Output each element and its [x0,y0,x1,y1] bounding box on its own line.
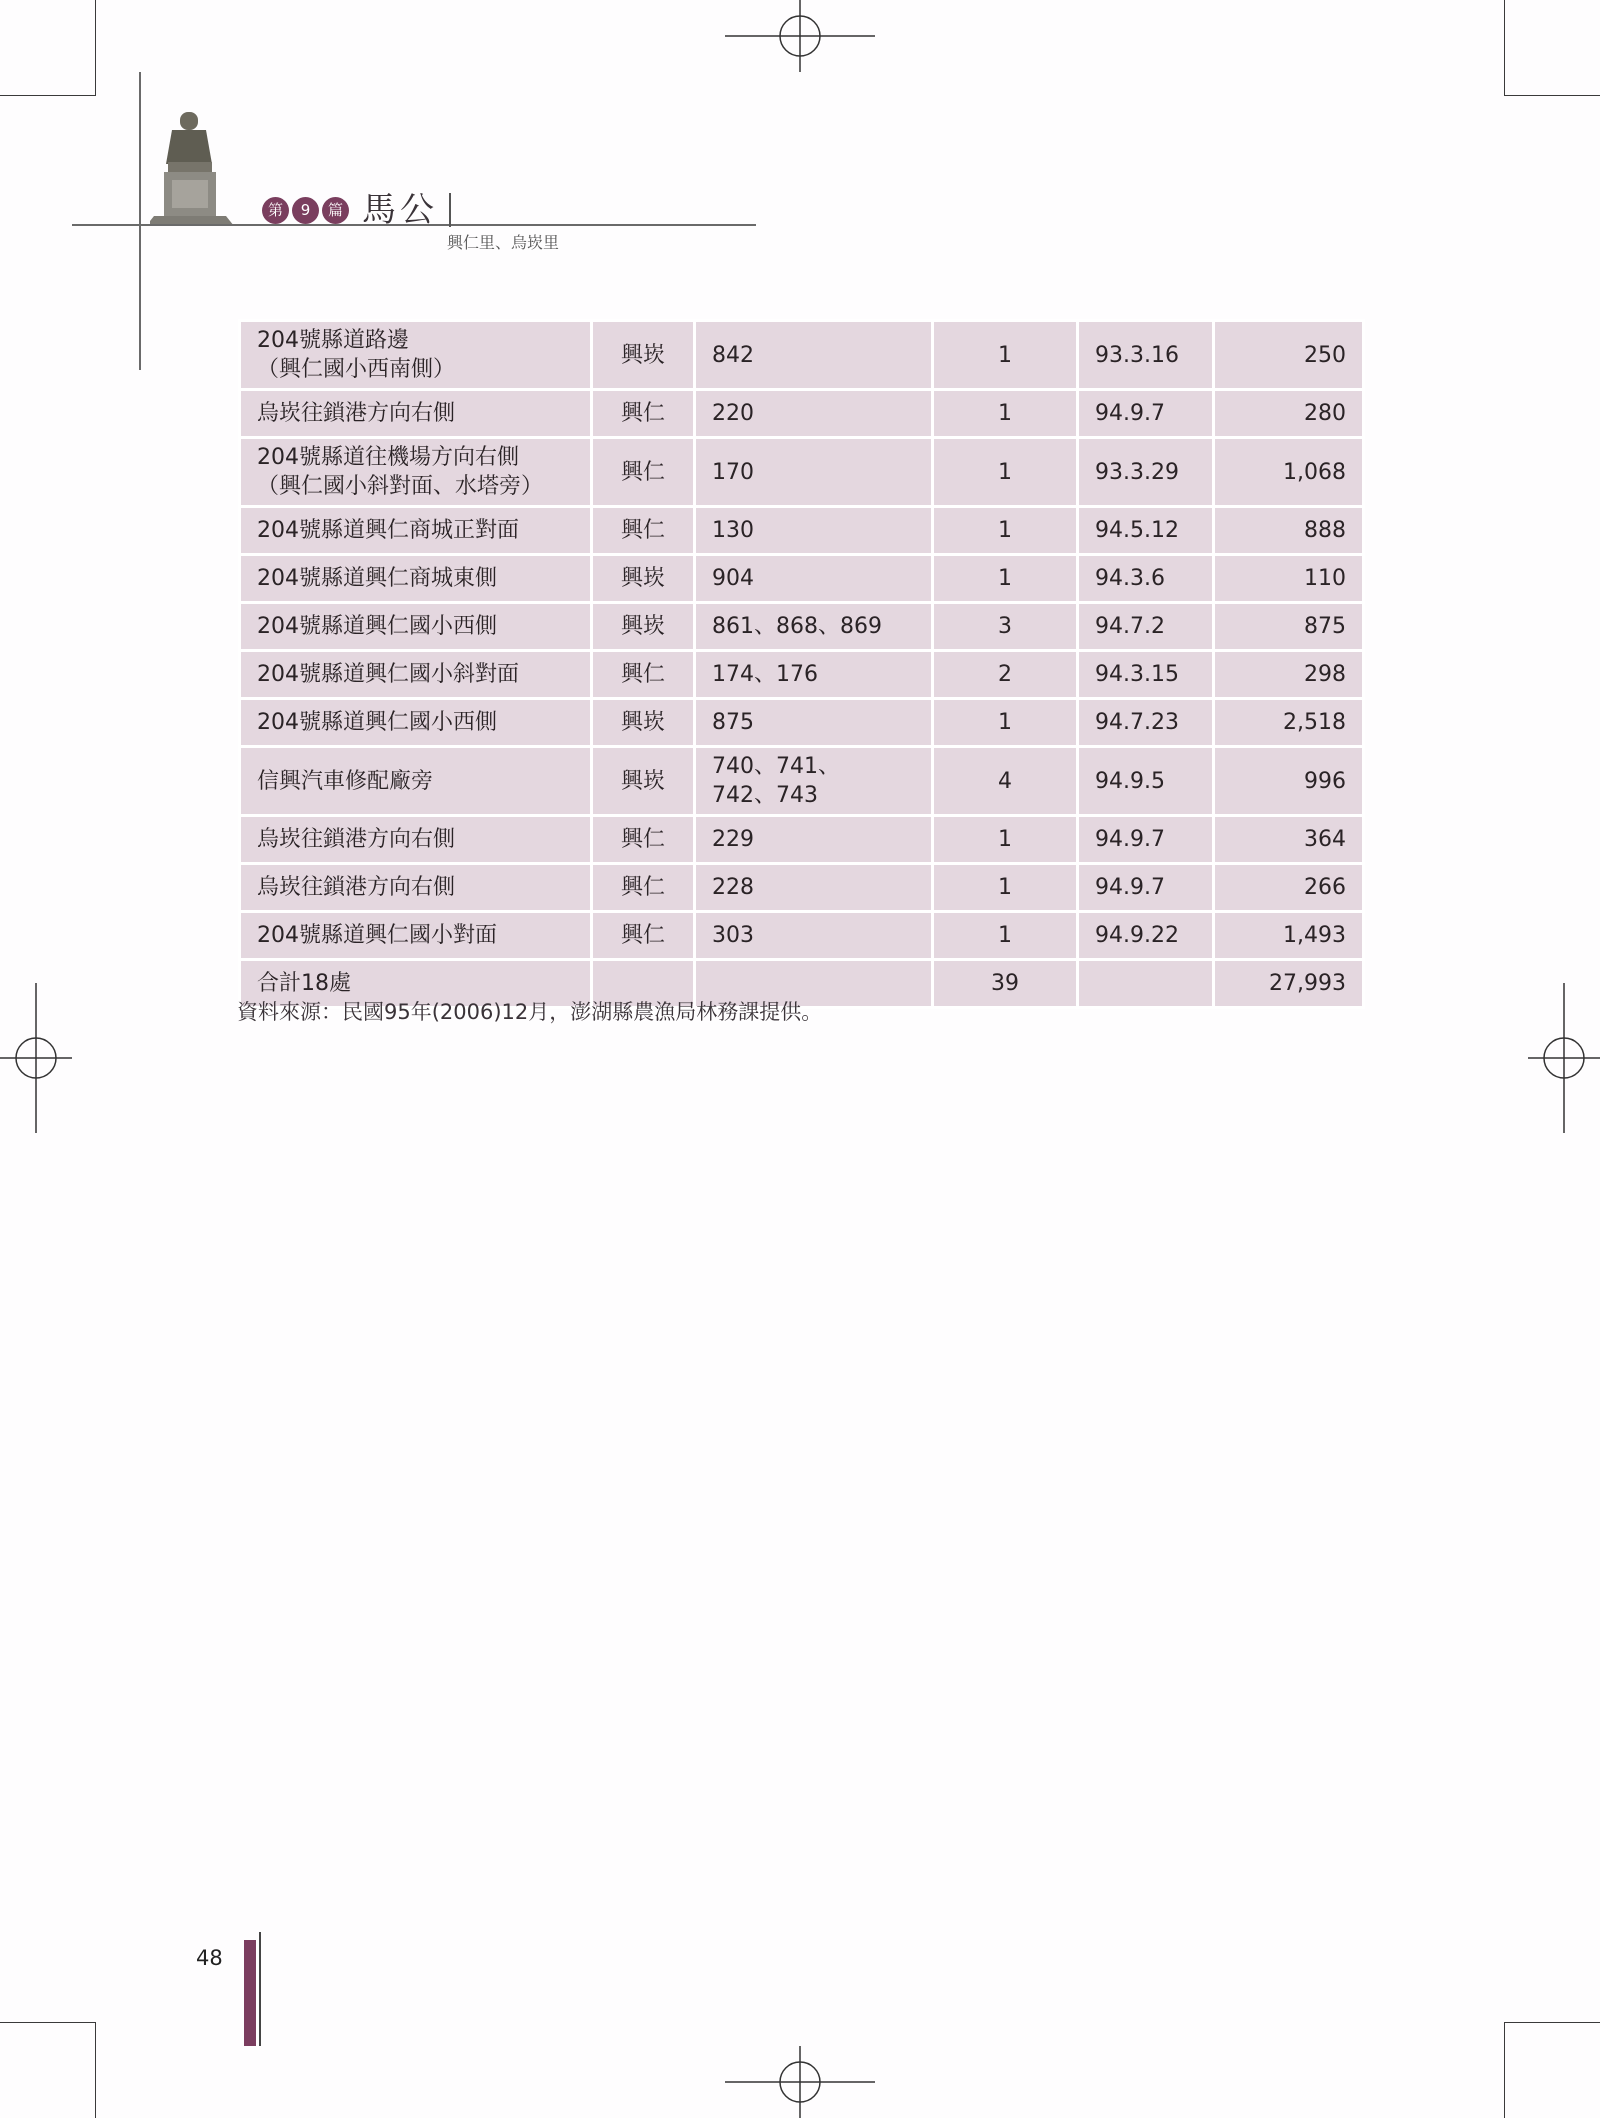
location-cell [240,321,592,390]
location-cell [240,438,592,507]
chapter-heading [262,192,451,228]
table-row [240,507,1364,555]
village-cell: 興崁 [592,321,695,390]
table-row [240,555,1364,603]
registration-mark-bottom [725,2046,875,2118]
count-cell: 1 [933,438,1078,507]
chapter-suffix-badge: 篇 [322,197,349,224]
date-cell: 94.3.15 [1078,651,1214,699]
location-cell-line: 烏崁往鎖港方向右側 [257,875,456,900]
village-cell: 興仁 [592,390,695,438]
count-cell: 1 [933,390,1078,438]
page-subtitle: 興仁里、烏崁里 [447,233,560,252]
location-cell [240,699,592,747]
village-cell: 興仁 [592,816,695,864]
date-cell: 94.9.22 [1078,912,1214,960]
location-cell [240,816,592,864]
count-cell: 1 [933,507,1078,555]
footer-accent-bar [244,1940,256,2046]
tree-number-cell-line: 303 [712,923,754,948]
cost-cell: 266 [1214,864,1364,912]
cost-cell: 2,518 [1214,699,1364,747]
tree-number-cell-line: 228 [712,875,754,900]
source-note: 資料來源：民國95年(2006)12月，澎湖縣農漁局林務課提供。 [237,1000,823,1024]
chapter-number-badge: 9 [292,197,319,224]
page-number: 48 [196,1946,223,1970]
total-count-cell: 39 [933,960,1078,1008]
count-cell: 1 [933,555,1078,603]
location-cell-line: 204號縣道興仁商城正對面 [257,518,519,543]
statue-icon [150,108,245,226]
tree-number-cell [695,747,933,816]
village-cell: 興崁 [592,603,695,651]
date-cell: 94.3.6 [1078,555,1214,603]
location-cell [240,864,592,912]
cost-cell: 364 [1214,816,1364,864]
village-cell: 興仁 [592,912,695,960]
cost-cell: 250 [1214,321,1364,390]
count-cell: 1 [933,816,1078,864]
cost-cell: 1,068 [1214,438,1364,507]
location-cell-line: 204號縣道興仁國小西側 [257,614,497,639]
tree-number-cell [695,912,933,960]
table-row [240,651,1364,699]
count-cell: 1 [933,864,1078,912]
table-row [240,864,1364,912]
table-row [240,321,1364,390]
date-cell: 94.7.23 [1078,699,1214,747]
tree-number-cell-line: 740、741、 [712,754,840,779]
cost-cell: 996 [1214,747,1364,816]
tree-number-cell [695,321,933,390]
date-cell: 94.9.5 [1078,747,1214,816]
table-row [240,912,1364,960]
date-cell: 94.9.7 [1078,864,1214,912]
tree-number-cell-line: 174、176 [712,662,818,687]
tree-number-cell [695,699,933,747]
count-cell: 4 [933,747,1078,816]
total-cost-cell: 27,993 [1214,960,1364,1008]
location-cell-line: 204號縣道興仁國小西側 [257,710,497,735]
tree-number-cell [695,390,933,438]
location-cell-line: 烏崁往鎖港方向右側 [257,401,456,426]
tree-number-cell [695,555,933,603]
tree-number-cell [695,864,933,912]
village-cell: 興崁 [592,747,695,816]
date-cell: 94.5.12 [1078,507,1214,555]
location-cell-line: （興仁國小斜對面、水塔旁） [257,474,544,499]
tree-number-cell [695,651,933,699]
cost-cell: 298 [1214,651,1364,699]
tree-number-cell-line: 170 [712,459,754,485]
registration-mark-right [1528,983,1600,1133]
table-row [240,699,1364,747]
date-cell: 94.9.7 [1078,390,1214,438]
header-vertical-rule [139,72,141,370]
village-cell: 興仁 [592,507,695,555]
cost-cell: 110 [1214,555,1364,603]
location-cell [240,651,592,699]
count-cell: 1 [933,912,1078,960]
chapter-title: 馬公 [362,190,438,230]
location-cell [240,603,592,651]
tree-number-cell [695,603,933,651]
location-cell-line: （興仁國小西南側） [257,357,456,382]
location-cell [240,555,592,603]
count-cell: 1 [933,321,1078,390]
location-cell [240,912,592,960]
tree-number-cell-line: 742、743 [712,783,818,808]
cost-cell: 1,493 [1214,912,1364,960]
empty-cell [1078,960,1214,1008]
location-cell [240,507,592,555]
location-cell [240,747,592,816]
date-cell: 93.3.16 [1078,321,1214,390]
table-row [240,747,1364,816]
table-row [240,438,1364,507]
tree-number-cell [695,507,933,555]
count-cell: 2 [933,651,1078,699]
total-label-cell: 合計18處 [240,960,592,1008]
cost-cell: 888 [1214,507,1364,555]
cost-cell: 875 [1214,603,1364,651]
location-cell [240,390,592,438]
village-cell: 興崁 [592,555,695,603]
date-cell: 94.7.2 [1078,603,1214,651]
tree-number-cell-line: 904 [712,566,754,591]
registration-mark-top [725,0,875,72]
registration-mark-left [0,983,72,1133]
village-cell: 興崁 [592,699,695,747]
village-cell: 興仁 [592,438,695,507]
table-row [240,390,1364,438]
table-row [240,603,1364,651]
chapter-prefix-badge: 第 [262,197,289,224]
location-cell-line: 204號縣道路邊 [257,328,409,353]
village-cell: 興仁 [592,651,695,699]
village-cell: 興仁 [592,864,695,912]
location-cell-line: 204號縣道興仁國小對面 [257,923,497,948]
location-cell-line: 204號縣道興仁商城東側 [257,566,497,591]
date-cell: 93.3.29 [1078,438,1214,507]
count-cell: 1 [933,699,1078,747]
date-cell: 94.9.7 [1078,816,1214,864]
cost-cell: 280 [1214,390,1364,438]
table-row [240,816,1364,864]
tree-number-cell-line: 220 [712,401,754,426]
location-cell-line: 信興汽車修配廠旁 [257,768,434,794]
tree-number-cell-line: 842 [712,342,754,368]
tree-number-cell-line: 875 [712,710,754,735]
footer-rule [259,1932,261,2046]
tree-number-cell [695,438,933,507]
tree-number-cell [695,816,933,864]
tree-number-cell-line: 130 [712,518,754,543]
count-cell: 3 [933,603,1078,651]
chapter-title-divider [449,193,451,227]
location-cell-line: 204號縣道往機場方向右側 [257,445,519,470]
planting-table [238,319,1365,1009]
location-cell-line: 烏崁往鎖港方向右側 [257,827,456,852]
tree-number-cell-line: 229 [712,827,754,852]
location-cell-line: 204號縣道興仁國小斜對面 [257,662,519,687]
tree-number-cell-line: 861、868、869 [712,614,882,639]
